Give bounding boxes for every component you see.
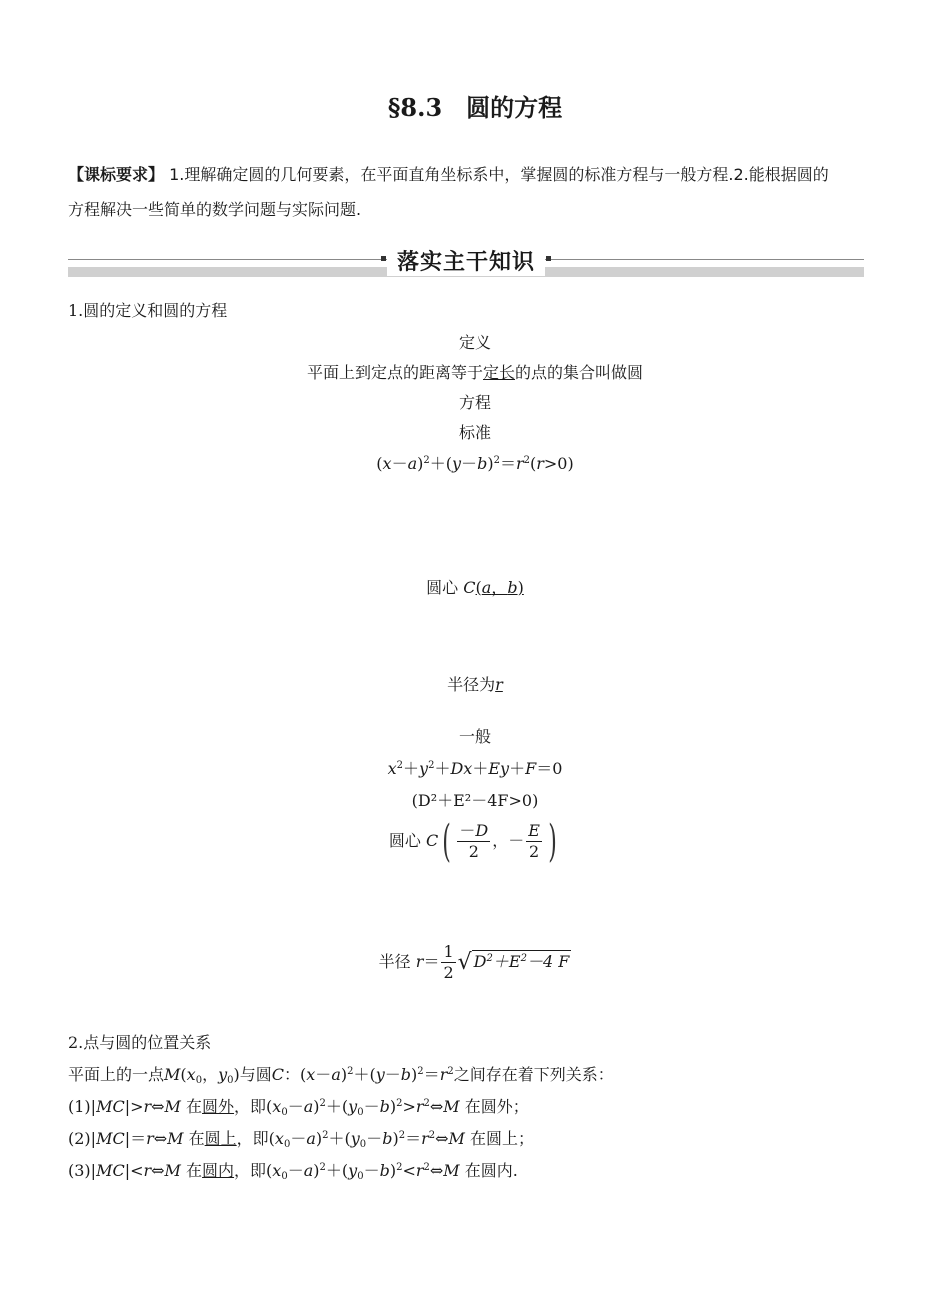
standard-radius-value: r [495, 675, 503, 694]
definition-post: 的点的集合叫做圆 [515, 363, 644, 382]
case-3-result: 在圆内. [464, 1161, 518, 1180]
intro-mid: 与圆 [239, 1065, 272, 1084]
equation-label: 方程 [458, 393, 491, 412]
general-condition: (D²＋E²－4F>0) [411, 791, 539, 810]
section-2-intro: 平面上的一点$M(x_0$，$y_0$)与圆C：$(x-a)^2+(y-b)^2=r^2$之间存在着下列关系： [68, 1065, 614, 1086]
section-2-heading: 2.点与圆的位置关系 [68, 1033, 212, 1052]
case-1-place: 圆外 [202, 1097, 235, 1116]
standard-radius [0, 672, 950, 695]
intro-post: 之间存在着下列关系： [453, 1065, 614, 1084]
case-1-num: (1) [68, 1097, 91, 1116]
banner-dot-right [546, 256, 551, 261]
standard-center-label: 圆心 [426, 578, 459, 597]
case-2-place: 圆上 [204, 1129, 237, 1148]
standard-label: 标准 [458, 423, 491, 442]
case-3-num: (3) [68, 1161, 91, 1180]
case-1: (1)|MC|>r⇔M 在圆外，即$(x_0-a)^2+(y_0-b)^2>r^2\Leftrightarrow M$ 在圆外； [68, 1097, 529, 1118]
case-3: (3)|MC|<r⇔M 在圆内，即$(x_0-a)^2+(y_0-b)^2<r^2\Leftrightarrow M$ 在圆内. [68, 1161, 518, 1182]
case-2-num: (2) [68, 1129, 91, 1148]
general-radius: 半径 r＝ $\frac{1}{2}$ √ $D^2+E^2-4$ F [378, 942, 570, 982]
intro-pre: 平面上的一点 [68, 1065, 165, 1084]
requirements-line-1 [68, 160, 884, 190]
standard-equation: $(x-a)^2+(y-b)^2=r^2(r>0)$ [376, 454, 574, 473]
general-center-label: 圆心 [388, 831, 421, 850]
case-2: (2)|MC|＝r⇔M 在圆上，即$(x_0-a)^2+(y_0-b)^2=r^2\Leftrightarrow M$ 在圆上； [68, 1129, 535, 1150]
standard-center: 圆心 C(a，b) [426, 578, 524, 597]
case-1-result: 在圆外； [464, 1097, 529, 1116]
general-equation: $x^2+y^2+Dx+Ey+F=0$ [387, 759, 563, 778]
section-1-heading: 1.圆的定义和圆的方程 [68, 301, 228, 320]
definition-underlined: 定长 [482, 363, 515, 382]
general-center: 圆心 C( $\frac{-D}{2}$ ，－ $\frac{E}{2}$ ) [388, 816, 557, 867]
general-radius-label: 半径 [378, 952, 411, 971]
requirements-tag: 【课标要求】 [68, 165, 165, 184]
banner-dot-left [381, 256, 386, 261]
case-2-result: 在圆上； [470, 1129, 535, 1148]
page-title: §8.3 圆的方程 [387, 93, 563, 122]
requirements-line-2: 方程解决一些简单的数学问题与实际问题. [68, 200, 362, 219]
definition-pre: 平面上到定点的距离等于 [306, 363, 483, 382]
requirements-text-1: 1.理解确定圆的几何要素，在平面直角坐标系中，掌握圆的标准方程与一般方程.2.能根据圆的 [169, 165, 829, 184]
case-3-place: 圆内 [202, 1161, 235, 1180]
standard-radius-label: 半径为 [447, 675, 496, 694]
definition-label: 定义 [458, 333, 491, 352]
definition-text [0, 360, 950, 383]
general-label: 一般 [458, 727, 491, 746]
section-banner [68, 248, 864, 280]
banner-label: 落实主干知识 [387, 245, 545, 276]
